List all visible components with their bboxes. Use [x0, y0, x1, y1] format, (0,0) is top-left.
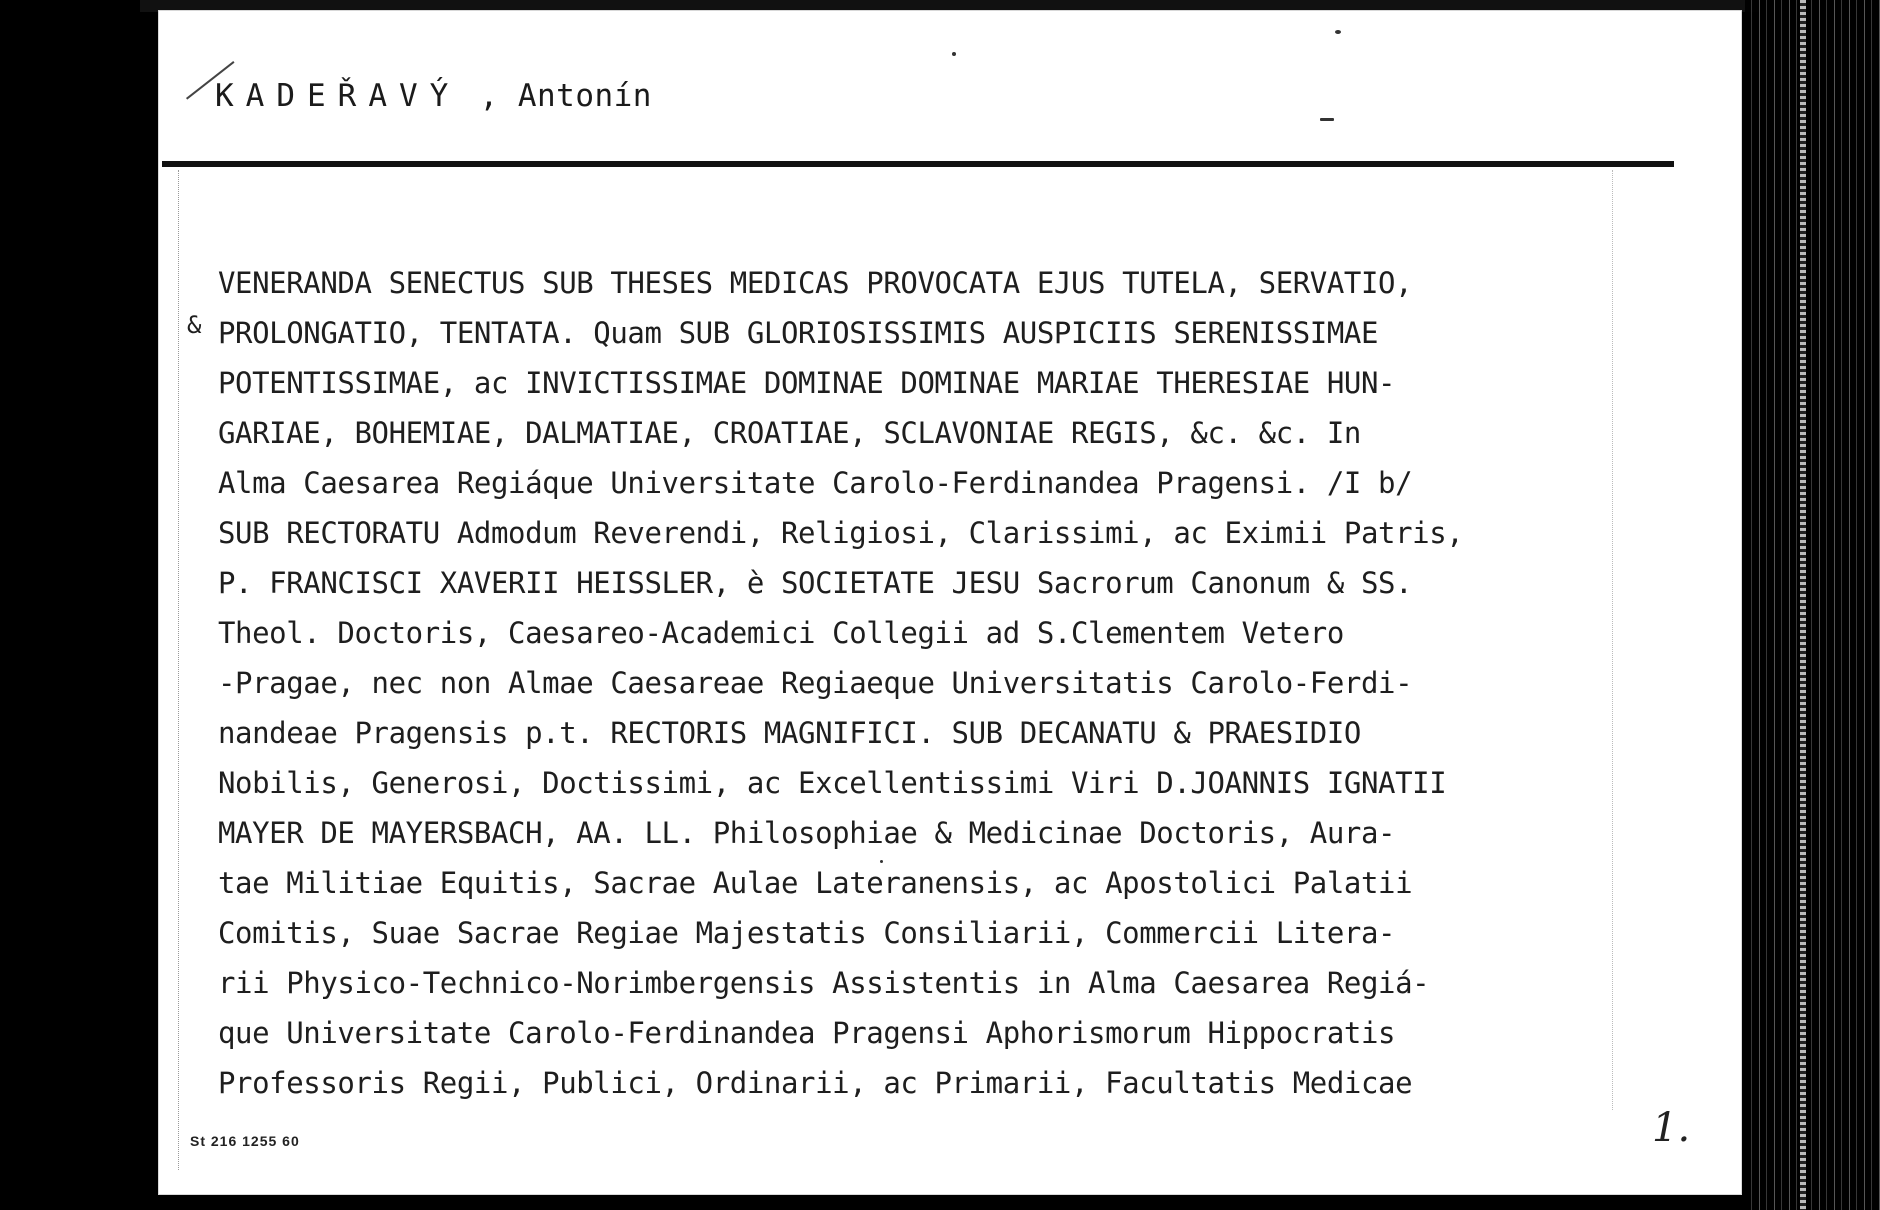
body-line: POTENTISSIMAE, ac INVICTISSIMAE DOMINAE DOMINAE MARIAE THERESIAE HUN-: [218, 366, 1396, 400]
body-line: MAYER DE MAYERSBACH, AA. LL. Philosophiae & Medicinae Doctoris, Aura-: [218, 816, 1396, 850]
scan-speck: [880, 860, 883, 863]
scan-speck: [952, 52, 956, 56]
card-heading: [215, 78, 652, 114]
page-number: 1.: [1652, 1105, 1691, 1151]
footer-code: St 216 1255 60: [190, 1133, 300, 1149]
body-line: GARIAE, BOHEMIAE, DALMATIAE, CROATIAE, SCLAVONIAE REGIS, &c. &c. In: [218, 416, 1361, 450]
body-line: Professoris Regii, Publici, Ordinarii, ac Primarii, Facultatis Medicae: [218, 1066, 1413, 1100]
scan-speck: [1335, 30, 1341, 34]
body-line: PROLONGATIO, TENTATA. Quam SUB GLORIOSISSIMIS AUSPICIIS SERENISSIMAE: [218, 316, 1379, 350]
left-margin-line: [178, 170, 179, 1170]
scan-right-strip-detail: [1800, 0, 1806, 1210]
card-body-text: [218, 258, 1618, 1108]
body-line: que Universitate Carolo-Ferdinandea Pragensi Aphorismorum Hippocratis: [218, 1016, 1396, 1050]
body-line: rii Physico-Technico-Norimbergensis Assistentis in Alma Caesarea Regiá-: [218, 966, 1430, 1000]
given-name: Antonín: [517, 78, 652, 114]
body-line: SUB RECTORATU Admodum Reverendi, Religiosi, Clarissimi, ac Eximii Patris,: [218, 516, 1464, 550]
body-line: Comitis, Suae Sacrae Regiae Majestatis Consiliarii, Commercii Litera-: [218, 916, 1396, 950]
body-line: -Pragae, nec non Almae Caesareae Regiaeque Universitatis Carolo-Ferdi-: [218, 666, 1413, 700]
body-line: Nobilis, Generosi, Doctissimi, ac Excellentissimi Viri D.JOANNIS IGNATII: [218, 766, 1447, 800]
body-line: Theol. Doctoris, Caesareo-Academici Collegii ad S.Clementem Vetero: [218, 616, 1344, 650]
margin-ampersand: &: [187, 311, 202, 339]
heading-rule: [162, 161, 1674, 167]
scan-right-strip: [1745, 0, 1880, 1210]
body-line: tae Militiae Equitis, Sacrae Aulae Lateranensis, ac Apostolici Palatii: [218, 866, 1413, 900]
body-line: P. FRANCISCI XAVERII HEISSLER, è SOCIETATE JESU Sacrorum Canonum & SS.: [218, 566, 1413, 600]
surname: KADEŘAVÝ: [215, 78, 461, 114]
body-line: nandeae Pragensis p.t. RECTORIS MAGNIFICI. SUB DECANATU & PRAESIDIO: [218, 716, 1361, 750]
body-line: Alma Caesarea Regiáque Universitate Carolo-Ferdinandea Pragensi. /I b/: [218, 466, 1413, 500]
scan-speck: [1320, 118, 1334, 121]
body-line: VENERANDA SENECTUS SUB THESES MEDICAS PROVOCATA EJUS TUTELA, SERVATIO,: [218, 266, 1413, 300]
heading-separator: ,: [479, 78, 499, 114]
